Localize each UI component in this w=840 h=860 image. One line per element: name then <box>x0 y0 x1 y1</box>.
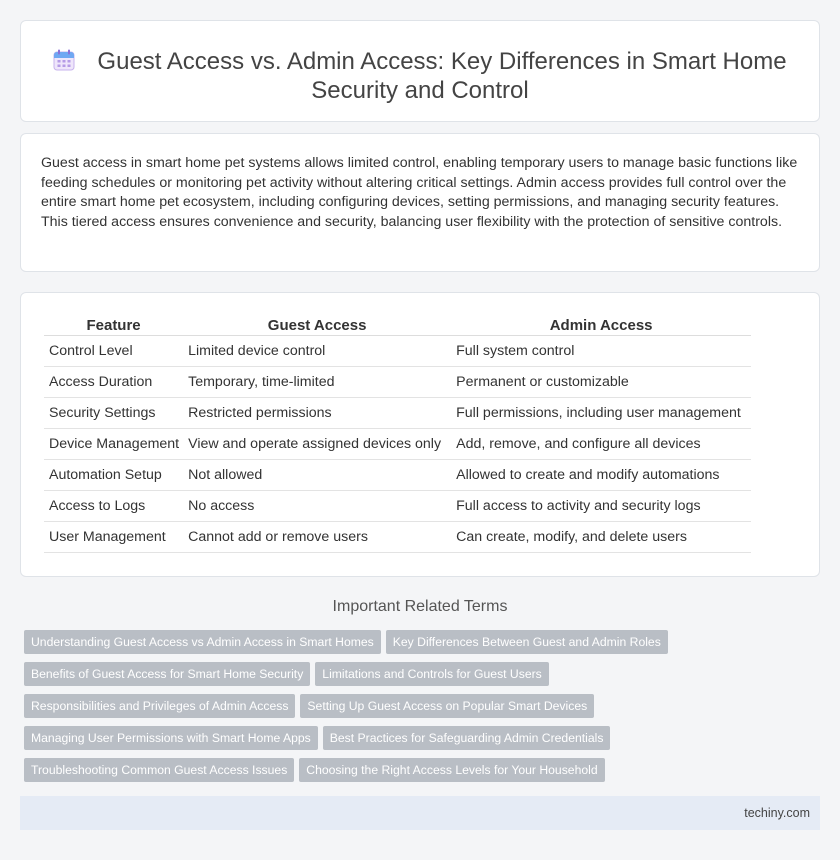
admin-cell: Permanent or customizable <box>451 367 751 398</box>
footer <box>20 796 820 830</box>
feature-cell: Access Duration <box>44 367 183 398</box>
table-row <box>44 460 751 491</box>
related-term-tag[interactable]: Managing User Permissions with Smart Home Apps <box>24 726 318 750</box>
guest-cell: Not allowed <box>183 460 451 491</box>
header-feature: Feature <box>44 315 183 336</box>
related-term-tag[interactable]: Limitations and Controls for Guest Users <box>315 662 548 686</box>
admin-cell: Full system control <box>451 336 751 367</box>
feature-cell: Device Management <box>44 429 183 460</box>
related-term-tag[interactable]: Choosing the Right Access Levels for Your Household <box>299 758 604 782</box>
table-row <box>44 398 751 429</box>
admin-cell: Allowed to create and modify automations <box>451 460 751 491</box>
admin-cell: Full permissions, including user management <box>451 398 751 429</box>
feature-cell: Control Level <box>44 336 183 367</box>
related-term-tag[interactable]: Key Differences Between Guest and Admin Roles <box>386 630 668 654</box>
table-row <box>44 522 751 553</box>
calendar-icon <box>53 49 75 71</box>
guest-cell: Temporary, time-limited <box>183 367 451 398</box>
table-row <box>44 491 751 522</box>
intro-paragraph: Guest access in smart home pet systems allows limited control, enabling temporary users to manage basic functions like feeding schedules or monitoring pet activity without altering critical settings. Admin access provides full control over the entire smart home pet ecosystem, including configuring devices, setting permissions, and managing security features. This tiered access ensures convenience and security, balancing user flexibility with the protection of sensitive controls. <box>41 155 798 230</box>
intro-card <box>20 133 820 272</box>
header-admin-access: Admin Access <box>451 315 751 336</box>
title-line-2: Security and Control <box>311 77 529 104</box>
related-term-tag[interactable]: Troubleshooting Common Guest Access Issues <box>24 758 294 782</box>
related-terms-heading: Important Related Terms <box>332 598 508 615</box>
table-row <box>44 429 751 460</box>
related-term-tag[interactable]: Setting Up Guest Access on Popular Smart Devices <box>300 694 594 718</box>
guest-cell: Cannot add or remove users <box>183 522 451 553</box>
comparison-card <box>20 292 820 577</box>
admin-cell: Add, remove, and configure all devices <box>451 429 751 460</box>
feature-cell: User Management <box>44 522 183 553</box>
guest-cell: No access <box>183 491 451 522</box>
title-line-1: Guest Access vs. Admin Access: Key Differences in Smart Home <box>97 48 787 75</box>
related-term-tag[interactable]: Best Practices for Safeguarding Admin Credentials <box>323 726 611 750</box>
related-term-tag[interactable]: Benefits of Guest Access for Smart Home Security <box>24 662 310 686</box>
table-row <box>44 367 751 398</box>
footer-site-link[interactable]: techiny.com <box>744 806 810 820</box>
feature-cell: Access to Logs <box>44 491 183 522</box>
guest-cell: Restricted permissions <box>183 398 451 429</box>
table-row <box>44 336 751 367</box>
related-terms-list <box>24 630 814 790</box>
related-term-tag[interactable]: Understanding Guest Access vs Admin Access in Smart Homes <box>24 630 381 654</box>
header-guest-access: Guest Access <box>183 315 451 336</box>
admin-cell: Can create, modify, and delete users <box>451 522 751 553</box>
admin-cell: Full access to activity and security logs <box>451 491 751 522</box>
feature-cell: Automation Setup <box>44 460 183 491</box>
table-header-row <box>44 315 751 336</box>
page-title <box>21 47 819 105</box>
guest-cell: Limited device control <box>183 336 451 367</box>
feature-cell: Security Settings <box>44 398 183 429</box>
title-card <box>20 20 820 122</box>
comparison-table <box>44 315 751 553</box>
guest-cell: View and operate assigned devices only <box>183 429 451 460</box>
related-term-tag[interactable]: Responsibilities and Privileges of Admin Access <box>24 694 295 718</box>
